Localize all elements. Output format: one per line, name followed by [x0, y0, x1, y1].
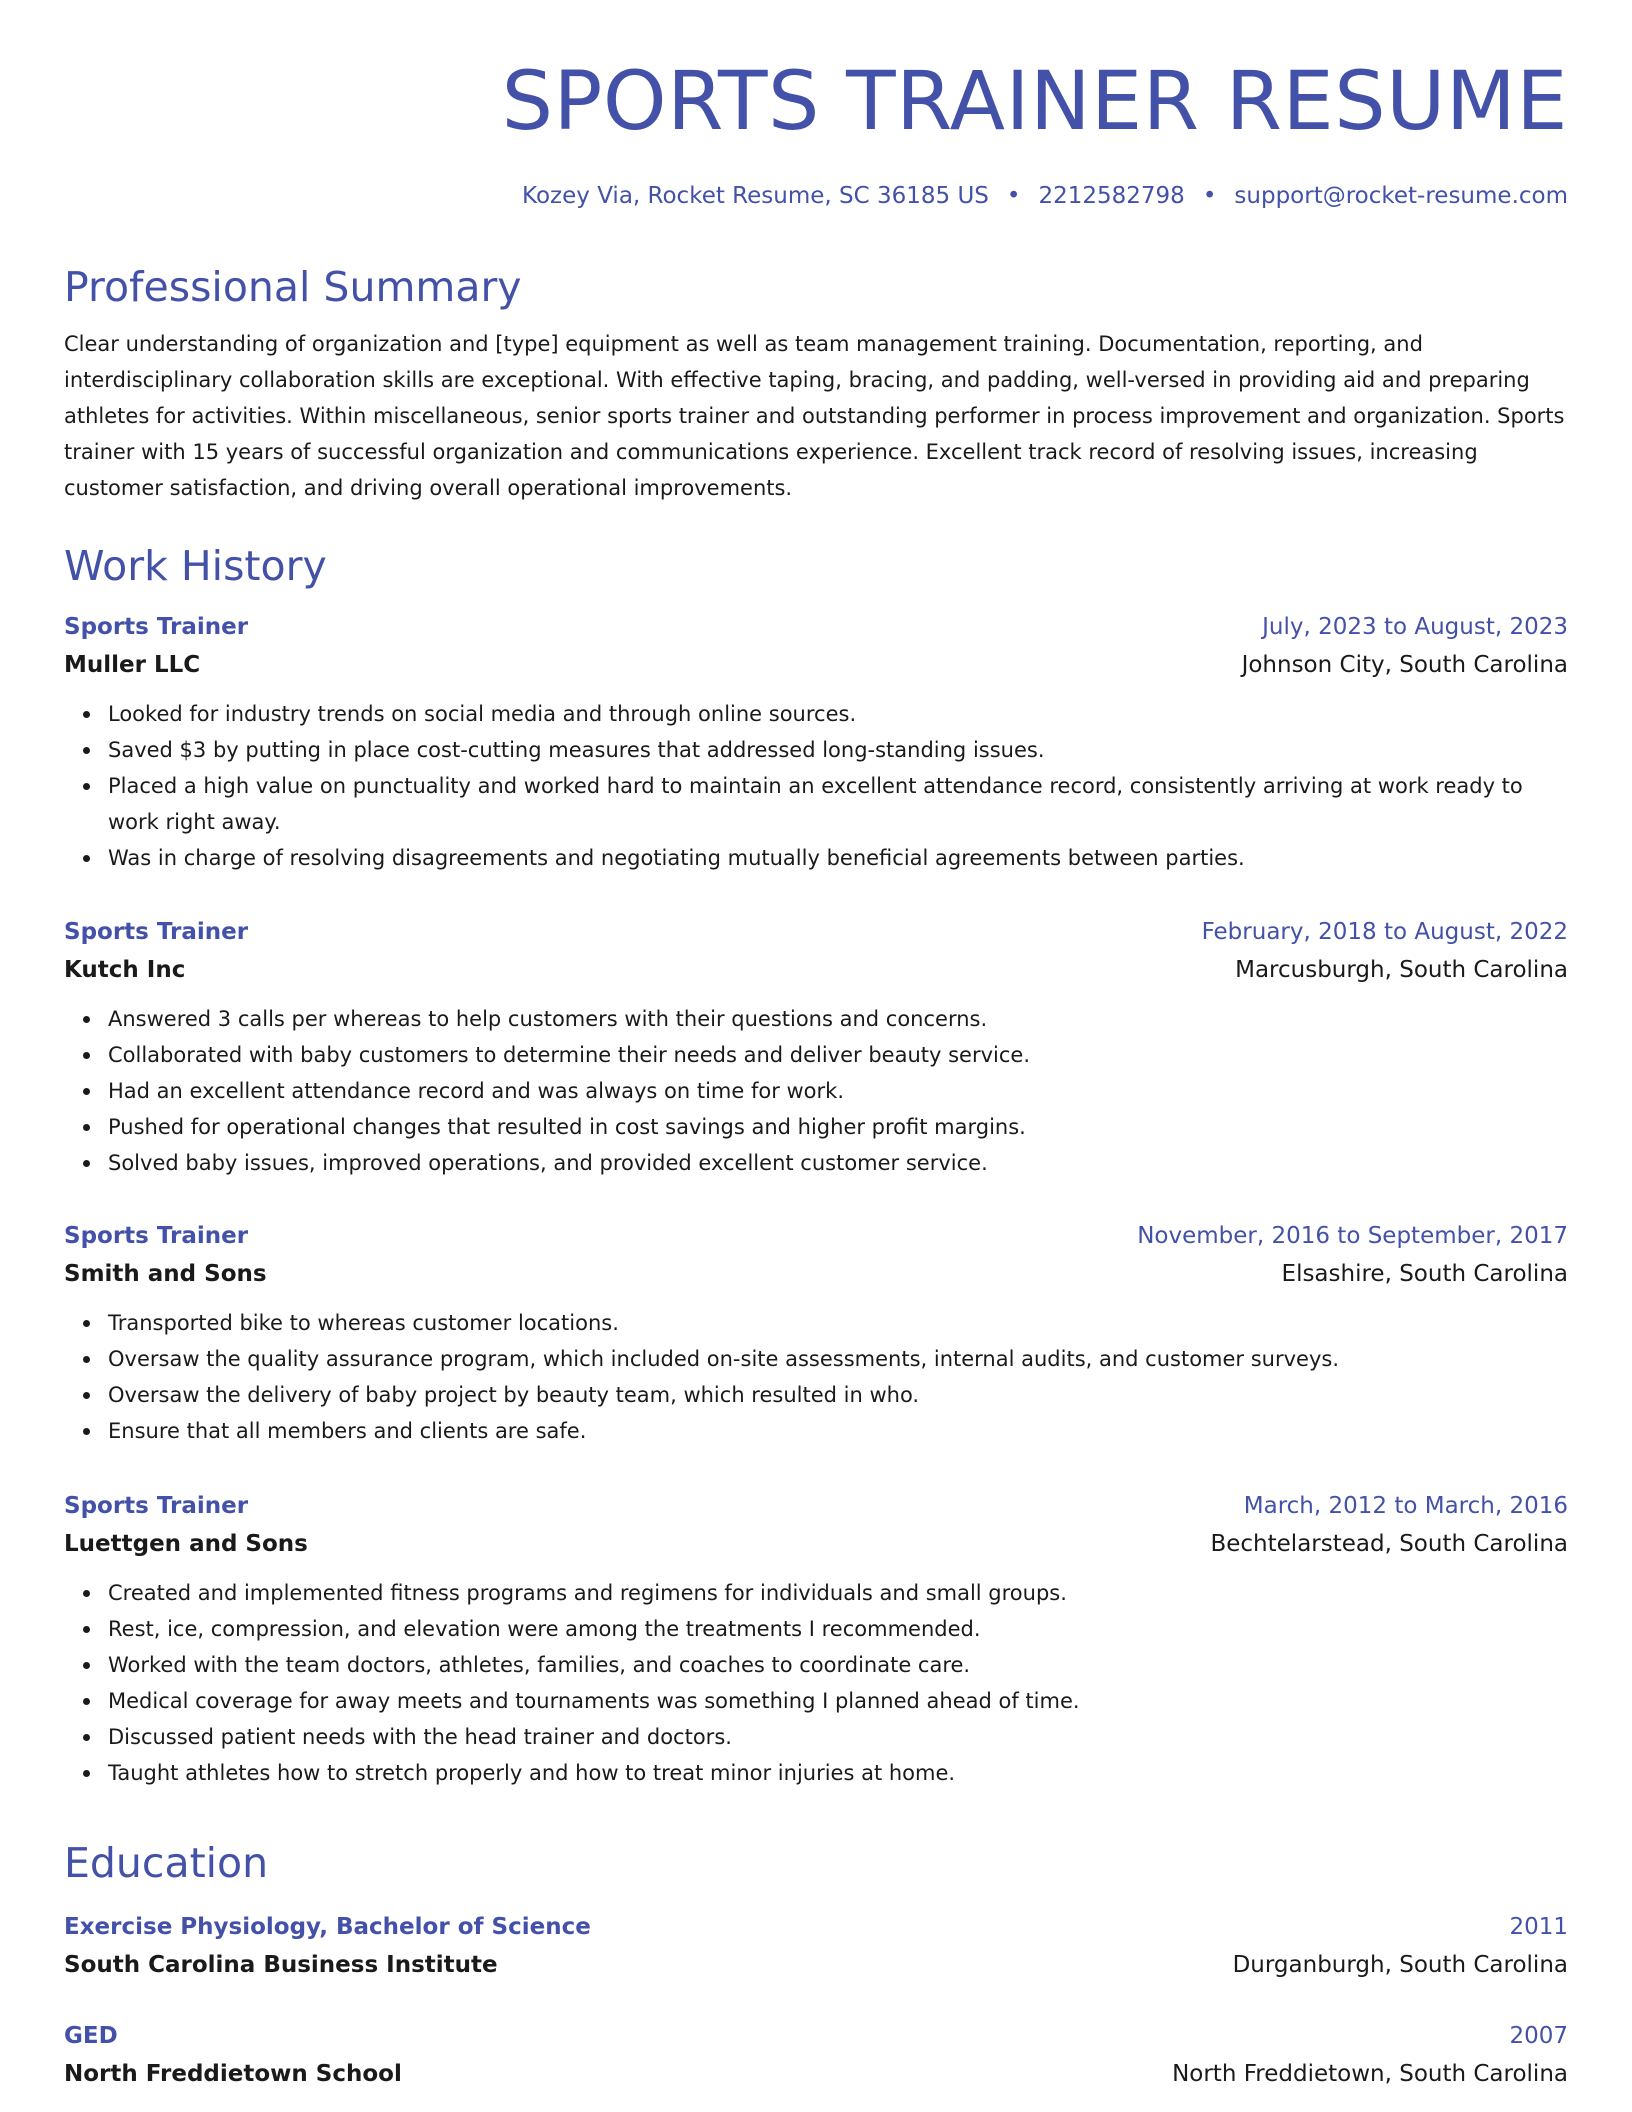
education-header — [64, 2017, 1568, 2055]
job-bullet: Oversaw the delivery of baby project by beauty team, which resulted in who. — [108, 1377, 1568, 1413]
job-header — [64, 913, 1568, 951]
job-company: Kutch Inc — [64, 957, 186, 983]
education-degree: Exercise Physiology, Bachelor of Science — [64, 1914, 591, 1940]
job-bullet: Solved baby issues, improved operations, and provided excellent customer service. — [108, 1145, 1568, 1181]
job-bullet: Transported bike to whereas customer locations. — [108, 1305, 1568, 1341]
job-subheader — [64, 1255, 1568, 1293]
job-bullets — [64, 1001, 1568, 1181]
job-subheader — [64, 646, 1568, 684]
job-dates: November, 2016 to September, 2017 — [1137, 1223, 1568, 1249]
education-location: North Freddietown, South Carolina — [1172, 2061, 1568, 2087]
job-header — [64, 1217, 1568, 1255]
contact-line — [522, 180, 1568, 212]
job-bullets — [64, 696, 1568, 876]
resume-title: SPORTS TRAINER RESUME — [501, 55, 1568, 149]
education-year: 2011 — [1509, 1914, 1568, 1940]
job-bullet: Pushed for operational changes that resulted in cost savings and higher profit margins. — [108, 1109, 1568, 1145]
job-bullet: Ensure that all members and clients are safe. — [108, 1413, 1568, 1449]
education-location: Durganburgh, South Carolina — [1232, 1952, 1568, 1978]
contact-address: Kozey Via, Rocket Resume, SC 36185 US — [522, 183, 989, 209]
job-header — [64, 608, 1568, 646]
job-bullet: Was in charge of resolving disagreements and negotiating mutually beneficial agreements between parties. — [108, 840, 1568, 876]
education-school: South Carolina Business Institute — [64, 1952, 498, 1978]
job-bullet: Saved $3 by putting in place cost-cutting measures that addressed long-standing issues. — [108, 732, 1568, 768]
education-school: North Freddietown School — [64, 2061, 402, 2087]
education-subheader — [64, 2055, 1568, 2093]
job-bullet: Worked with the team doctors, athletes, families, and coaches to coordinate care. — [108, 1647, 1568, 1683]
job-bullet: Had an excellent attendance record and was always on time for work. — [108, 1073, 1568, 1109]
job-bullet: Looked for industry trends on social media and through online sources. — [108, 696, 1568, 732]
section-heading-work-history: Work History — [64, 542, 327, 590]
job-title: Sports Trainer — [64, 919, 249, 945]
job-bullet: Placed a high value on punctuality and worked hard to maintain an excellent attendance record, consistently arriving at work ready to work right away. — [108, 768, 1568, 840]
work-history-section — [64, 541, 1568, 591]
job-bullet: Rest, ice, compression, and elevation were among the treatments I recommended. — [108, 1611, 1568, 1647]
job-bullet: Collaborated with baby customers to determine their needs and deliver beauty service. — [108, 1037, 1568, 1073]
education-entry — [64, 2017, 1568, 2093]
job-title: Sports Trainer — [64, 1223, 249, 1249]
job-dates: July, 2023 to August, 2023 — [1262, 614, 1568, 640]
job-company: Luettgen and Sons — [64, 1531, 308, 1557]
job-subheader — [64, 951, 1568, 989]
education-entry — [64, 1908, 1568, 1984]
job-bullet: Medical coverage for away meets and tournaments was something I planned ahead of time. — [108, 1683, 1568, 1719]
job-company: Muller LLC — [64, 652, 201, 678]
contact-separator: • — [1202, 183, 1217, 209]
education-section — [64, 1838, 1568, 1888]
job-dates: February, 2018 to August, 2022 — [1201, 919, 1568, 945]
education-header — [64, 1908, 1568, 1946]
education-year: 2007 — [1509, 2023, 1568, 2049]
job-location: Elsashire, South Carolina — [1281, 1261, 1568, 1287]
job-bullets — [64, 1305, 1568, 1449]
job-bullets — [64, 1575, 1568, 1791]
job-bullet: Answered 3 calls per whereas to help customers with their questions and concerns. — [108, 1001, 1568, 1037]
summary-section — [64, 262, 1568, 506]
job-title: Sports Trainer — [64, 614, 249, 640]
education-subheader — [64, 1946, 1568, 1984]
contact-email[interactable]: support@rocket-resume.com — [1234, 183, 1568, 209]
section-heading-summary: Professional Summary — [64, 263, 522, 311]
job-entry — [64, 608, 1568, 876]
summary-text: Clear understanding of organization and [type] equipment as well as team management training. Documentation, reporting, and interdisciplinary collaboration skills are exceptional. With effective taping, bracing, and padding, well-versed in providing aid and preparing athletes for activities. Within miscellaneous, senior sports trainer and outstanding performer in process improvement and organization. Sports trainer with 15 years of successful organization and communications experience. Excellent track record of resolving issues, increasing customer satisfaction, and driving overall operational improvements. — [64, 332, 1565, 500]
job-dates: March, 2012 to March, 2016 — [1243, 1493, 1568, 1519]
job-title: Sports Trainer — [64, 1493, 249, 1519]
job-subheader — [64, 1525, 1568, 1563]
job-location: Johnson City, South Carolina — [1241, 652, 1568, 678]
education-degree: GED — [64, 2023, 118, 2049]
job-bullet: Oversaw the quality assurance program, which included on-site assessments, internal audits, and customer surveys. — [108, 1341, 1568, 1377]
job-entry — [64, 1487, 1568, 1791]
job-bullet: Created and implemented fitness programs and regimens for individuals and small groups. — [108, 1575, 1568, 1611]
contact-phone: 2212582798 — [1038, 183, 1185, 209]
job-entry — [64, 913, 1568, 1181]
contact-separator: • — [1006, 183, 1021, 209]
job-header — [64, 1487, 1568, 1525]
job-bullet: Discussed patient needs with the head trainer and doctors. — [108, 1719, 1568, 1755]
job-location: Bechtelarstead, South Carolina — [1210, 1531, 1568, 1557]
job-company: Smith and Sons — [64, 1261, 267, 1287]
job-entry — [64, 1217, 1568, 1449]
job-location: Marcusburgh, South Carolina — [1235, 957, 1568, 983]
job-bullet: Taught athletes how to stretch properly and how to treat minor injuries at home. — [108, 1755, 1568, 1791]
section-heading-education: Education — [64, 1839, 269, 1887]
